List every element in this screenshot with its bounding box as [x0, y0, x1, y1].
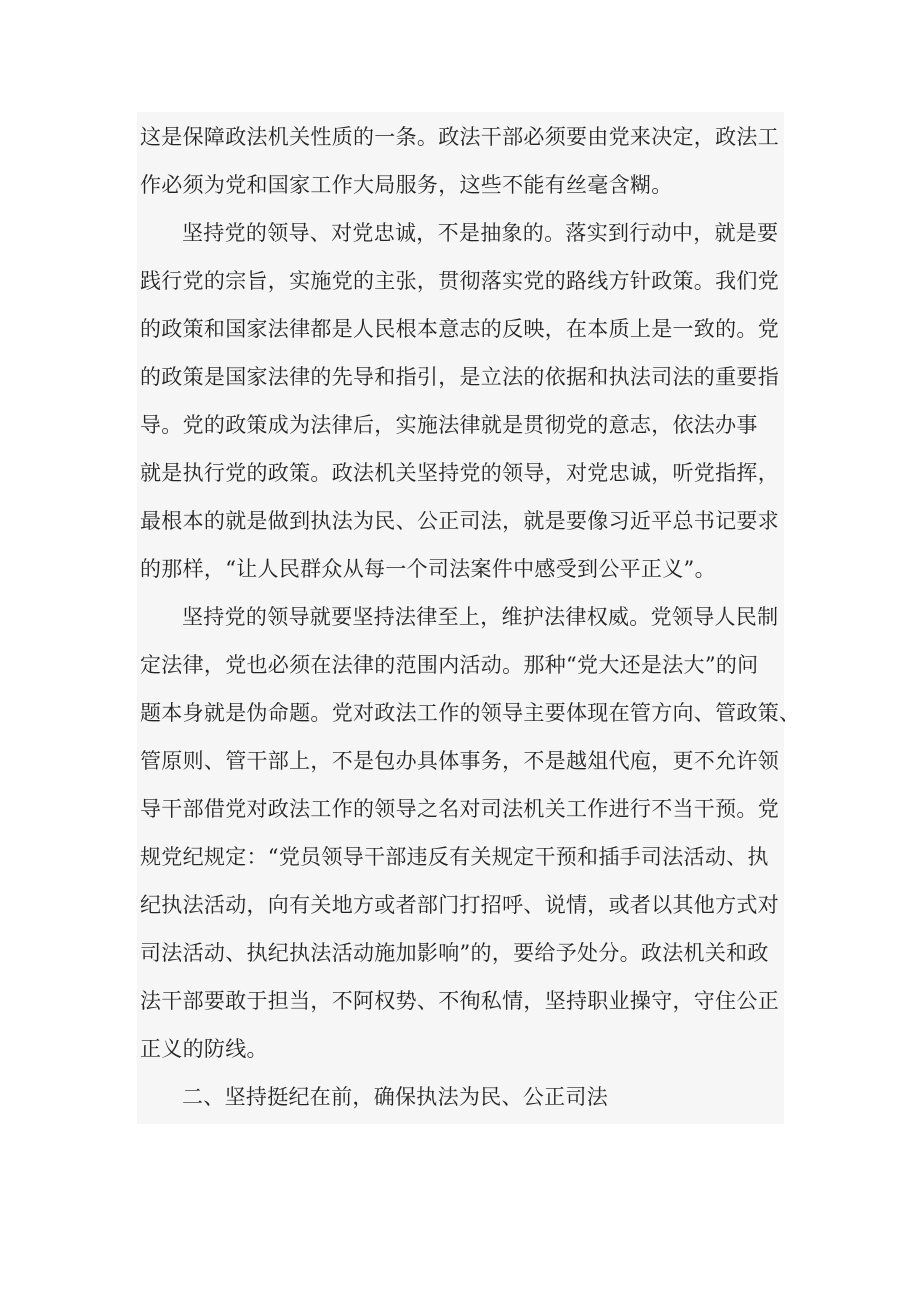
text-line-11: 坚持党的领导就要坚持法律至上，维护法律权威。党领导人民制	[182, 605, 779, 629]
text-line-20: 正义的防线。	[140, 1037, 268, 1061]
text-line-16: 规党纪规定：“党员领导干部违反有关规定干预和插手司法活动、执	[140, 845, 769, 869]
text-line-15: 导干部借党对政法工作的领导之名对司法机关工作进行不当干预。党	[140, 797, 779, 821]
text-line-12: 定法律，党也必须在法律的范围内活动。那种“党大还是法大”的问	[140, 653, 759, 677]
text-line-10: 的那样，“让人民群众从每一个司法案件中感受到公平正义”。	[140, 557, 716, 581]
text-line-4: 践行党的宗旨，实施党的主张，贯彻落实党的路线方针政策。我们党	[140, 269, 779, 293]
text-line-9: 最根本的就是做到执法为民、公正司法，就是要像习近平总书记要求	[140, 509, 779, 533]
text-line-13: 题本身就是伪命题。党对政法工作的领导主要体现在管方向、管政策、	[140, 701, 801, 725]
text-line-8: 就是执行党的政策。政法机关坚持党的领导，对党忠诚，听党指挥，	[140, 461, 779, 485]
section-heading: 二、坚持挺纪在前，确保执法为民、公正司法	[182, 1085, 608, 1109]
text-line-6: 的政策是国家法律的先导和指引，是立法的依据和执法司法的重要指	[140, 365, 779, 389]
text-line-14: 管原则、管干部上，不是包办具体事务，不是越俎代庖，更不允许领	[140, 749, 779, 773]
text-line-2: 作必须为党和国家工作大局服务，这些不能有丝毫含糊。	[140, 173, 673, 197]
text-line-19: 法干部要敢于担当，不阿权势、不徇私情，坚持职业操守，守住公正	[140, 989, 779, 1013]
text-line-3: 坚持党的领导、对党忠诚，不是抽象的。落实到行动中，就是要	[182, 221, 779, 245]
text-line-18: 司法活动、执纪执法活动施加影响”的，要给予处分。政法机关和政	[140, 941, 769, 965]
text-line-7: 导。党的政策成为法律后，实施法律就是贯彻党的意志，依法办事	[140, 413, 758, 437]
text-line-5: 的政策和国家法律都是人民根本意志的反映，在本质上是一致的。党	[140, 317, 779, 341]
text-line-17: 纪执法活动，向有关地方或者部门打招呼、说情，或者以其他方式对	[140, 893, 779, 917]
text-line-1: 这是保障政法机关性质的一条。政法干部必须要由党来决定，政法工	[140, 125, 779, 149]
